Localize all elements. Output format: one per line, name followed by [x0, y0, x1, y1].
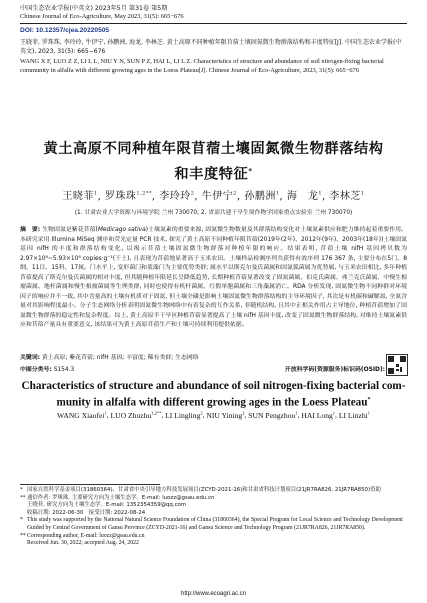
osid-qr-code-icon[interactable]: [386, 354, 408, 376]
affiliation-cn: (1. 甘肃农业大学资源与环境学院 兰州 730070; 2. 省部共建干旱生境作物学国家重点实验室 兰州 730070): [74, 210, 353, 216]
author-en: SUN Pengzhou$^1$: [248, 410, 298, 420]
title-cn-line2: 和丰度特征: [174, 166, 249, 183]
abstract-cn-text-a: 生物固氮是紫花苜蓿(: [42, 227, 98, 233]
footnote-item: * This study was supported by the National Natural Science Foundation of China (31860364), the Special Program for Local Science and Technology Development Guided by Central Government of Gansu Province (ZCYD-2021-16) and Gansu Science and Technology Program (21JR7RA826, 21JR7RA850).: [20, 517, 403, 531]
classification-value: S154.3: [53, 367, 75, 373]
abstract-cn: [20, 226, 407, 331]
author-en: LI Lingling$^2$: [165, 410, 203, 420]
title-en-line2: munity in alfalfa with different growing ages in the Loess Plateau: [56, 396, 368, 409]
footnote-item: 王晓菲, 研究方向为土壤生态学。E-mail: 1352354359@qq.com: [27, 502, 187, 509]
keywords-cn-label: 关键词:: [20, 355, 41, 361]
keywords-cn-text: 黄土高原; 紫花苜蓿; nifH 基因; 丰富度; 稀有类群; 生态网络: [41, 355, 199, 361]
citation-block: [20, 38, 407, 76]
author-cn: 罗珠珠$^{1,2**}$: [104, 190, 152, 202]
footnote-item: ** Corresponding author, E-mail: luozz@gsau.edu.cn: [20, 532, 145, 539]
footnote-item: Received Jun. 30, 2022; accepted Aug. 24, 2022: [27, 540, 139, 547]
author-en: LI Linzhi$^1$: [338, 410, 370, 420]
classification-label: 中图分类号:: [20, 367, 52, 373]
author-cn: 孙鹏洲$^1$: [244, 190, 280, 202]
footnote-item: * 国家自然科学基金项目(31860364)、甘肃省中央引导地方科技发展项目(ZCYD-2021-16)和甘肃省科技计划项目(21JR7RA826, 21JR7RA850)资助: [20, 487, 381, 493]
osid-label: 开放科学码(资源服务)标识码(OSID):: [284, 367, 385, 373]
authors-cn: 王晓菲$^1$, 罗珠珠$^{1,2**}$, 李玲玲$^2$, 牛伊宁$^2$, 孙鹏洲$^1$, 海 龙$^1$, 李林芝$^1$: [62, 190, 365, 202]
title-en-line1: Characteristics of structure and abundance of soil nitrogen-fixing bacterial com-: [21, 380, 406, 392]
footnote-item: ** 通信作者: 罗珠珠, 主要研究方向为土壤生态学。E-mail: luozz@gsau.edu.cn: [20, 494, 215, 501]
title-cn-footnote-mark: *: [248, 167, 253, 175]
citation-cn: 王晓菲, 罗珠珠, 李玲玲, 牛伊宁, 孙鹏洲, 海龙, 李林芝. 黄土高原不同种植年限苜蓿土壤固氮微生物群落结构和丰度特征[J]. 中国生态农业学报(中英文), 2023, 31(5): 665−676: [20, 39, 402, 56]
author-cn: 王晓菲$^1$: [62, 190, 98, 202]
citation-en: WANG X F, LUO Z Z, LI L L, NIU Y N, SUN P Z, HAI L, LI L Z. Characteristics of structure and abundance of soil nitrogen-fixing bacterial community in alfalfa with different growing ages in the Loess Plateau[J]. Chinese Journal of Eco-Agriculture, 2023, 31(5): 665−676: [20, 57, 384, 75]
footnote-item: 收稿日期: 2022-06-30 接受日期: 2022-08-24: [27, 509, 146, 516]
title-cn: [20, 138, 407, 186]
footer-url-link[interactable]: http://www.ecoagri.ac.cn: [180, 591, 247, 597]
author-cn: 海 龙$^1$: [286, 190, 323, 202]
authors-en: WANG Xiaofei$^1$, LUO Zhuzhu$^{1,2**}$, LI Lingling$^2$, NIU Yining$^2$, SUN Pengzhou$^1$, HAI Long$^1$, LI Linzhi$^1$: [57, 410, 370, 420]
keywords-cn: [20, 352, 407, 361]
footnotes: [20, 487, 407, 548]
classification-row: [20, 364, 407, 373]
doi-link[interactable]: DOI: 10.12357/cjea.20220505: [20, 27, 110, 34]
title-cn-line1: 黄土高原不同种植年限苜蓿土壤固氮微生物群落结构: [43, 141, 384, 157]
abstract-cn-latin: Medicago sativa: [97, 227, 146, 233]
author-cn: 李林芝$^1$: [329, 190, 365, 202]
author-en: WANG Xiaofei$^1$: [57, 410, 107, 420]
footnote-rule: [20, 484, 160, 485]
journal-header: [20, 5, 407, 21]
abstract-cn-label: 摘 要:: [20, 227, 41, 233]
title-en: [20, 380, 407, 410]
author-cn: 李玲玲$^2$: [159, 190, 195, 202]
journal-header-en: Chinese Journal of Eco-Agriculture, May 2023, 31(5): 665−676: [20, 13, 184, 20]
abstract-cn-text-b: )土壤氮素的重要来源, 固氮微生物数量及其群落结构变化对土壤氮素供应和肥力维持起着重要作用。本研究采用 Illumina MiSeq 测序和荧光定量 PCR 技术, 探究了黄土高原不同种植年限苜蓿(2019年(2年)、2012年(9年)、2003年(18年))土壤固氮基因 nifH 的丰度和群落结构变化, 以揭示苜蓿土壤固氮微生物群落对种植年限的响应。结果表明, 苜蓿土壤 nifH 基因拷贝数为 2.97×10⁸~5.93×10⁸ copies·g⁻¹(干土), 且表现为苜蓿地显著高于玉米农田。土壤样品检测序列共获得有效序列 176 367 条, 主要分布在5门、8纲、11目、15科、17属。门水平上, 变形菌门和蓝藻门为主要优势类群; 属水平以斯克尔曼氏菌属和固氮弧菌属为优势属, 与玉米农田相比, 多年种植苜蓿提高了斯克尔曼氏菌属的相对丰度, 但其随种植年限延长呈降低趋势, 长期种植苜蓿显著改变了固氮菌属、伯克氏菌属、弗兰克氏菌属、中慢生根瘤菌属、地杆菌属和慢生根瘤菌属等生理类群, 同时也使得有机杆菌属、红假单胞菌属和三角藻属消亡。RDA 分析发现, 固氮微生物不同种群对环境因子的响应并不一致, 其中含量高的土壤有机质对于固氮, 但土壤全磷是影响土壤固氮微生物群落结构的主导环境因子, 其次是有机碳和碱解氮, 全氮含量对其影响程度最小。分子生态网络分析表明固氮微生物网络中有着复杂的互作关系, 非随机结构, 且其中正相关作用占主导地位, 种植苜蓿增加了固氮微生物群落的稳定性和复杂程度。综上, 黄土高原半干旱区种植苜蓿显著提高了土壤 nifH 基因丰度, 改变了固氮微生物群落结构, 对维持土壤氮素供应和苜蓿产量具有重要意义, 该结果可为黄土高原苜蓿生产和土壤可持续利用提供依据。: [20, 227, 408, 328]
title-en-footnote-mark: *: [367, 396, 371, 403]
author-en: HAI Long$^1$: [301, 410, 336, 420]
author-en: NIU Yining$^2$: [206, 410, 245, 420]
header-rule: [20, 23, 407, 24]
author-en: LUO Zhuzhu$^{1,2**}$: [110, 410, 162, 420]
author-cn: 牛伊宁$^2$: [201, 190, 237, 202]
journal-header-cn: 中国生态农业学报(中英文) 2023年5月 第31卷 第5期: [20, 5, 168, 12]
